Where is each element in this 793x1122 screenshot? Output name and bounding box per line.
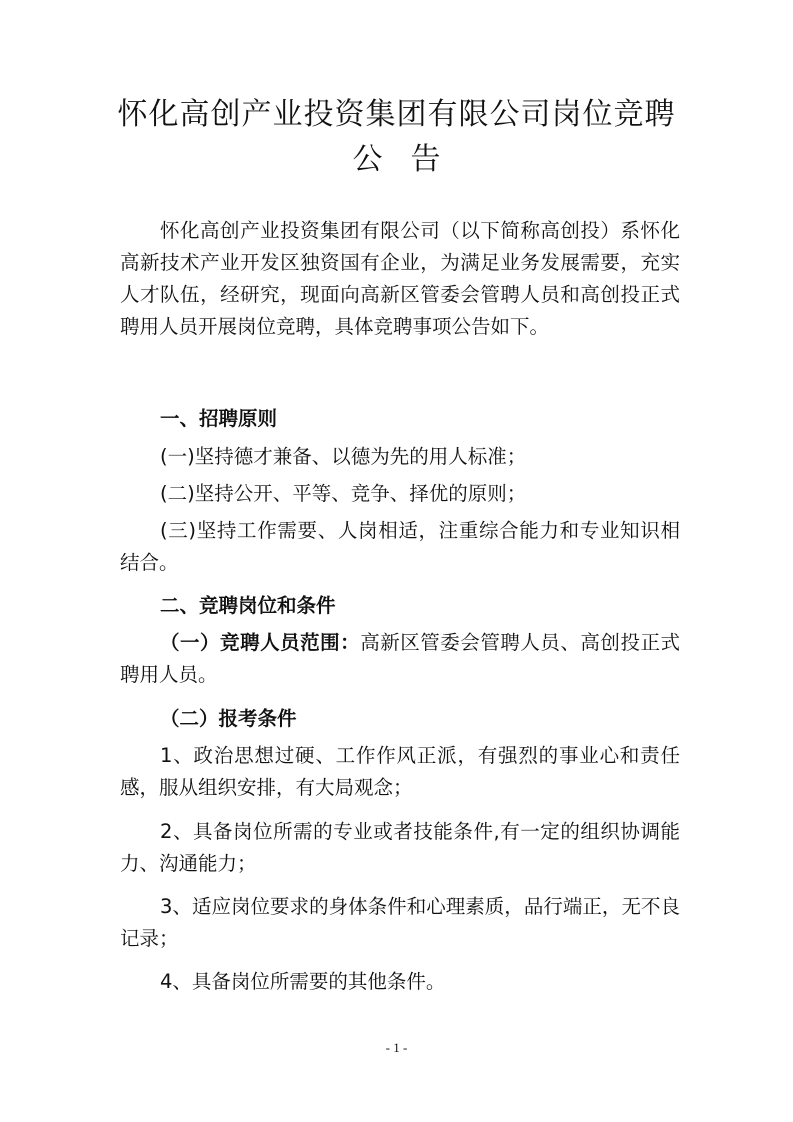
- document-title: 怀化高创产业投资集团有限公司岗位竞聘: [117, 97, 676, 132]
- principle-item-1: (一)坚持德才兼备、以德为先的用人标准；: [160, 445, 527, 468]
- condition-item-1: 1、政治思想过硬、工作作风正派，有强烈的事业心和责任感，服从组织安排，有大局观念；: [120, 744, 680, 799]
- section2-heading: 二、竞聘岗位和条件: [160, 594, 336, 617]
- section1-heading: 一、招聘原则: [160, 407, 278, 430]
- principle-item-2: (二)坚持公开、平等、竞争、择优的原则；: [160, 482, 527, 505]
- condition-item-2: 2、具备岗位所需的专业或者技能条件,有一定的组织协调能力、沟通能力；: [120, 820, 680, 875]
- condition-item-4: 4、具备岗位所需要的其他条件。: [160, 970, 446, 993]
- page-number: - 1 -: [385, 1040, 408, 1055]
- document-title-subtitle: 公告: [352, 142, 469, 177]
- candidate-scope-paragraph: [120, 627, 680, 691]
- candidate-scope-label: （一）竞聘人员范围：: [160, 631, 361, 654]
- intro-paragraph: 怀化高创产业投资集团有限公司（以下简称高创投）系怀化高新技术产业开发区独资国有企业，为满足业务发展需要，充实人才队伍，经研究，现面向高新区管委会管聘人员和高创投正式聘用人员开展岗位竞聘，具体竞聘事项公告如下。: [120, 219, 680, 338]
- application-conditions-heading: （二）报考条件: [160, 707, 297, 730]
- condition-item-3: 3、适应岗位要求的身体条件和心理素质，品行端正，无不良记录；: [120, 895, 680, 950]
- principle-item-3: (三)坚持工作需要、人岗相适，注重综合能力和专业知识相结合。: [120, 519, 680, 574]
- candidate-scope-text: 高新区管委会管聘人员、高创投正式聘用人员。: [120, 631, 680, 686]
